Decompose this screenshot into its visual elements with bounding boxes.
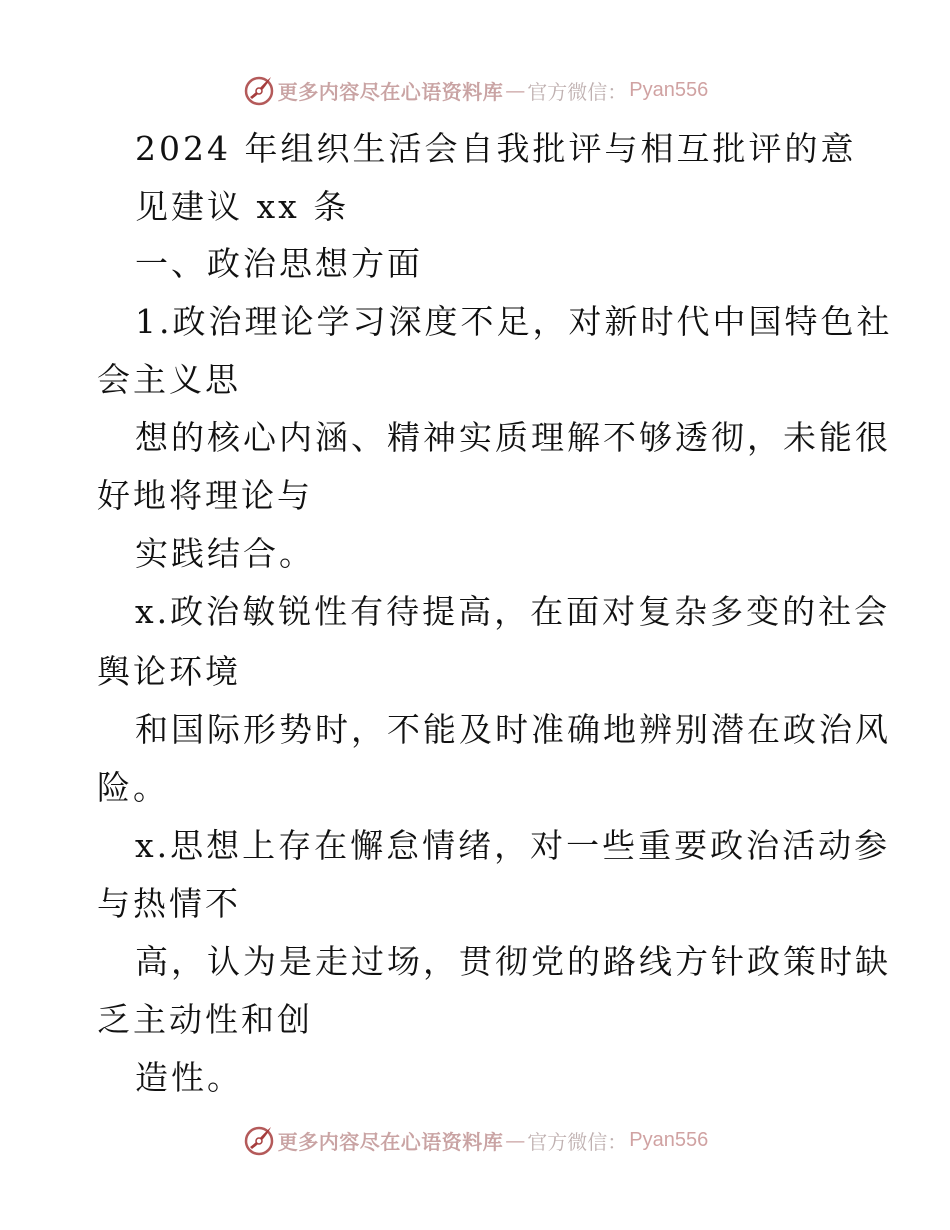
item-1-line-5: 实践结合。 xyxy=(135,534,315,573)
banner-wechat-id: Pyan556 xyxy=(629,78,709,101)
quill-logo-icon xyxy=(242,73,276,107)
banner-wechat-label: 官方微信： xyxy=(527,79,628,104)
item-1-line-2: 会主义思 xyxy=(97,360,241,399)
section-heading: 一、政治思想方面 xyxy=(135,244,423,283)
header-banner xyxy=(0,70,950,110)
item-3-line-2: 与热情不 xyxy=(97,884,241,923)
quill-logo-icon xyxy=(242,1123,276,1157)
item-1-line-3: 想的核心内涵、精神实质理解不够透彻，未能很 xyxy=(135,418,891,457)
banner-site-text: 更多内容尽在心语资料库 xyxy=(277,79,504,104)
item-3-line-1: x.思想上存在懈怠情绪，对一些重要政治活动参 xyxy=(135,826,891,865)
item-2-line-3: 和国际形势时，不能及时准确地辨别潜在政治风 xyxy=(135,710,891,749)
item-1-line-1: 1.政治理论学习深度不足，对新时代中国特色社 xyxy=(135,302,893,341)
item-1-line-4: 好地将理论与 xyxy=(97,476,313,515)
banner-wechat-id: Pyan556 xyxy=(629,1128,709,1151)
banner-wechat-label: 官方微信： xyxy=(527,1129,628,1154)
banner-site-text: 更多内容尽在心语资料库 xyxy=(277,1129,504,1154)
item-2-line-2: 舆论环境 xyxy=(97,652,241,691)
document-title-line-1: 2024 年组织生活会自我批评与相互批评的意 xyxy=(135,129,857,168)
document-title-line-2: 见建议 xx 条 xyxy=(135,187,350,226)
footer-banner xyxy=(0,1120,950,1160)
banner-separator: — xyxy=(505,78,526,102)
item-3-line-3: 高，认为是走过场，贯彻党的路线方针政策时缺 xyxy=(135,942,891,981)
item-3-line-4: 乏主动性和创 xyxy=(97,1000,313,1039)
item-2-line-4: 险。 xyxy=(97,768,169,807)
item-2-line-1: x.政治敏锐性有待提高，在面对复杂多变的社会 xyxy=(135,592,891,631)
item-3-line-5: 造性。 xyxy=(135,1058,243,1097)
banner-separator: — xyxy=(505,1128,526,1152)
